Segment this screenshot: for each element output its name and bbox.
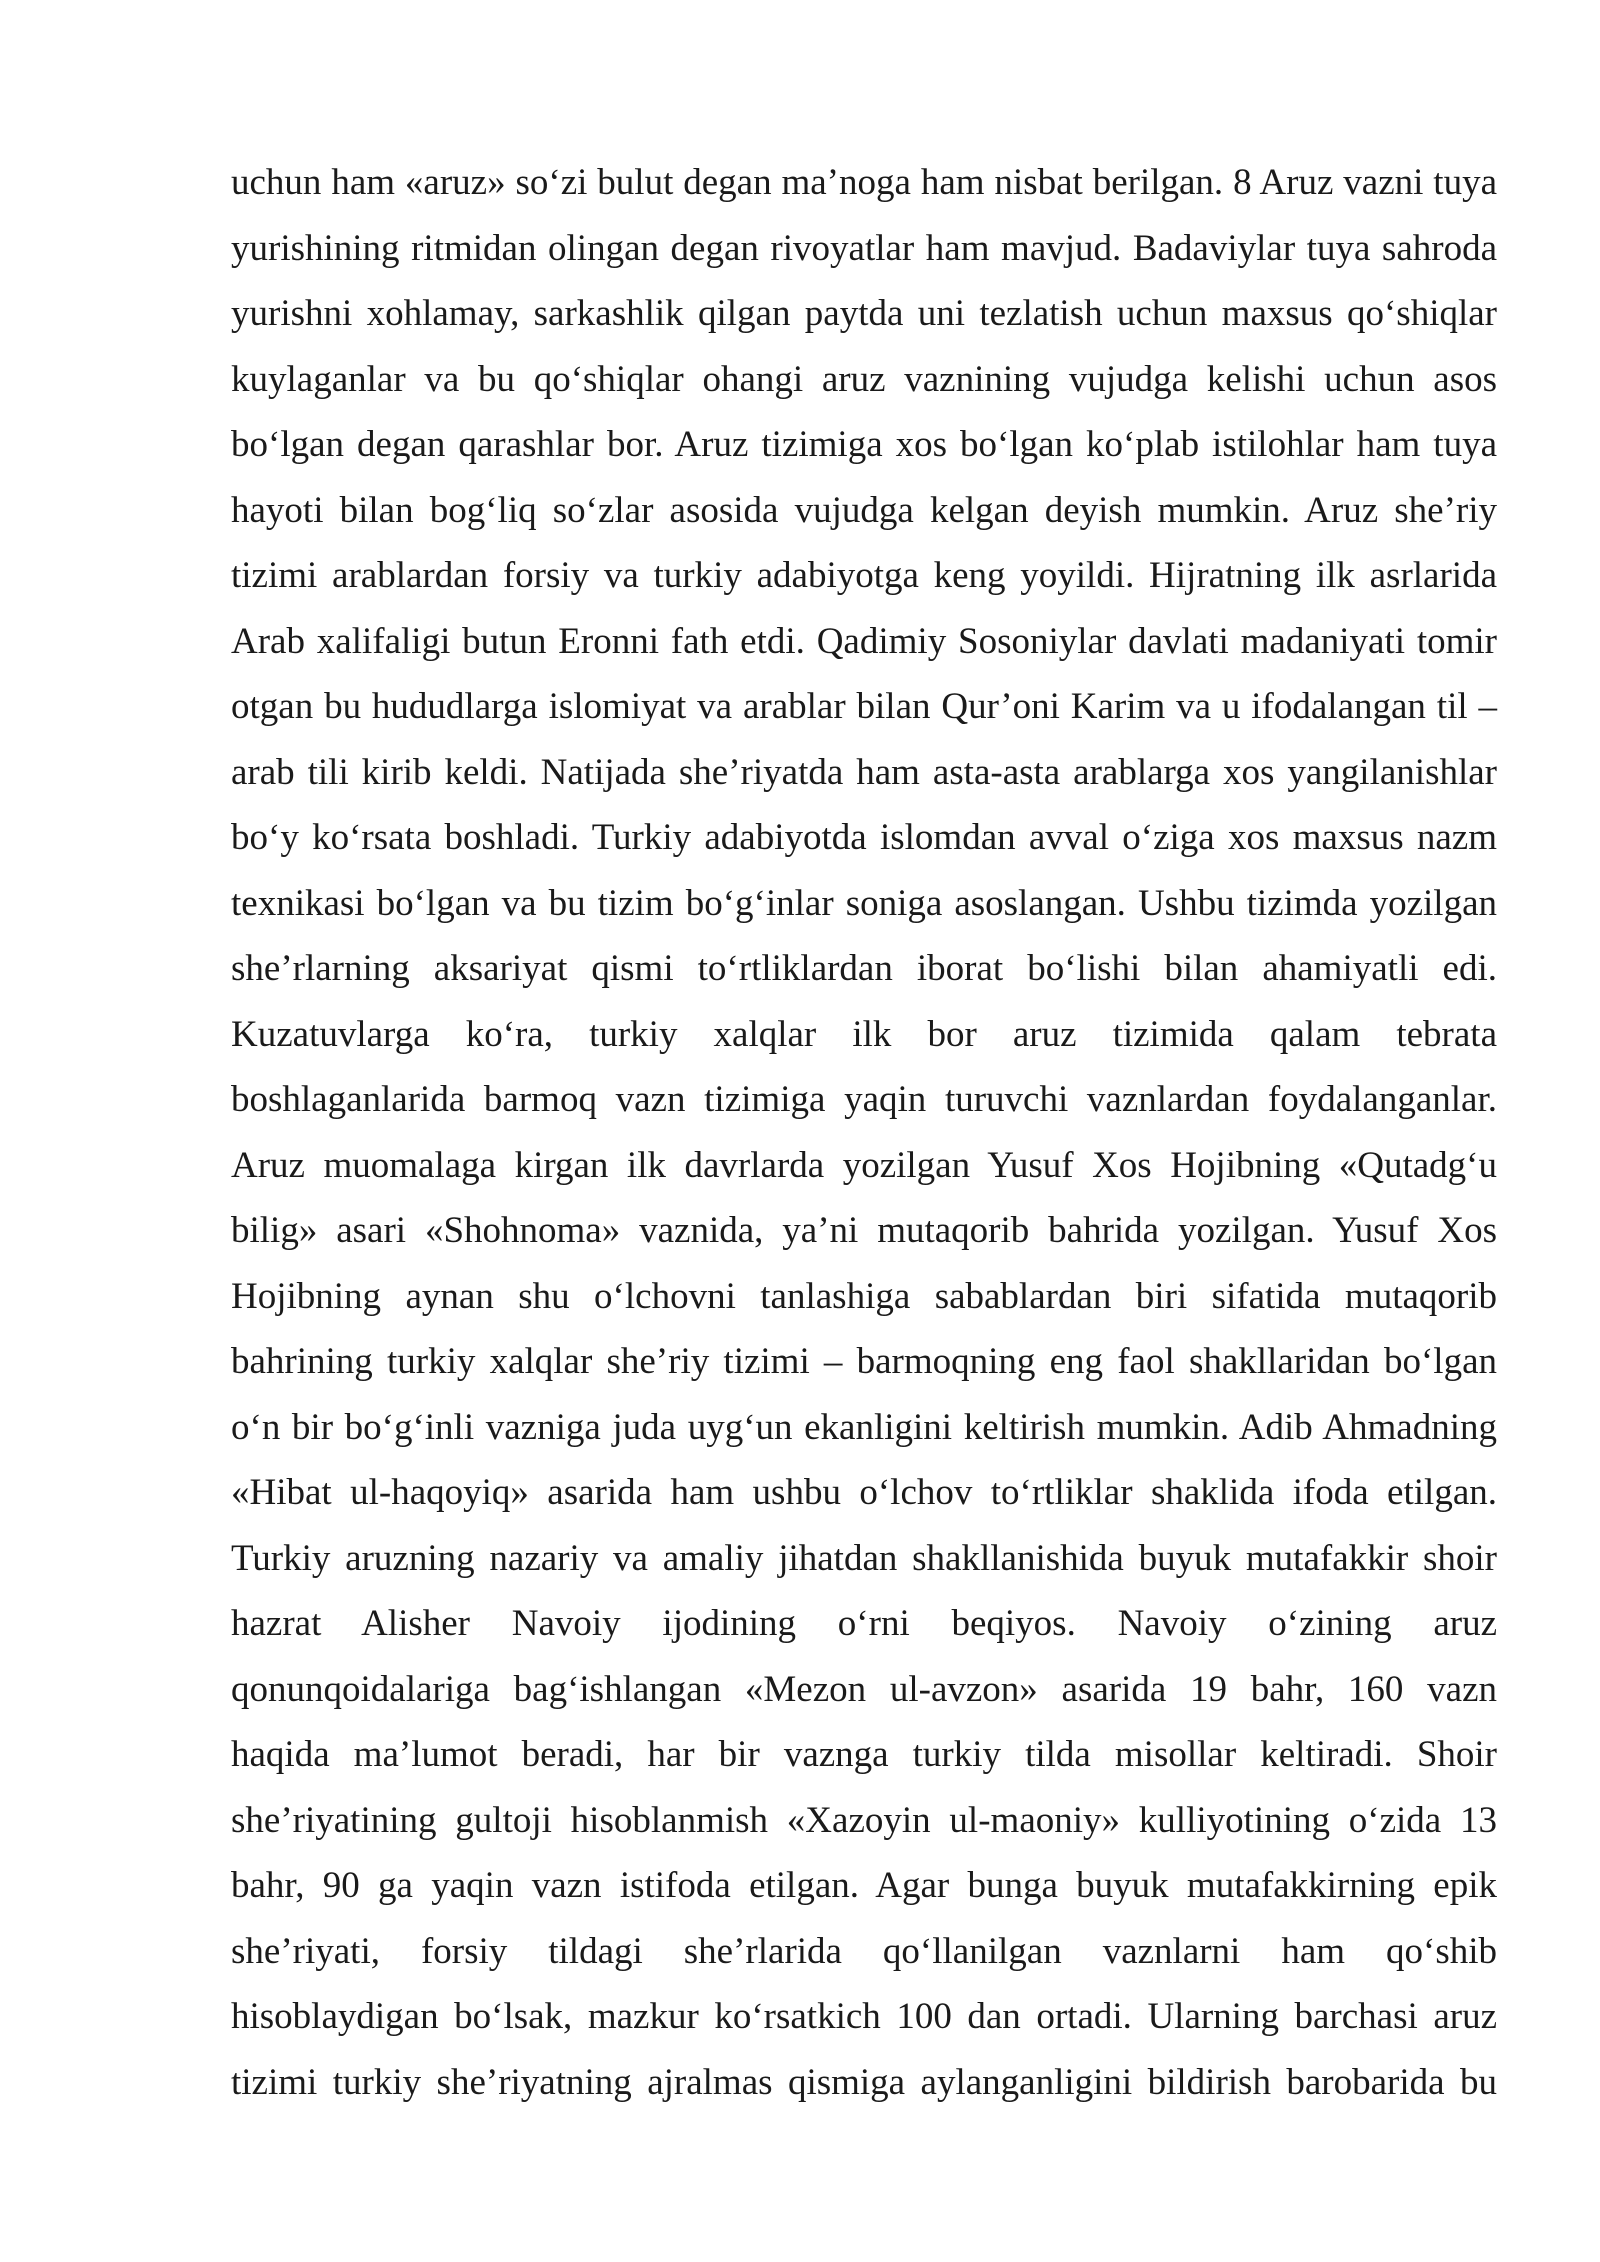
text-line: bilig» asari «Shohnoma» vaznida, ya’ni mutaqorib bahrida yozilgan. Yusuf Xos (231, 1210, 1497, 1251)
text-line: hazrat Alisher Navoiy ijodining o‘rni beqiyos. Navoiy o‘zining aruz (231, 1603, 1497, 1644)
text-line: bo‘lgan degan qarashlar bor. Aruz tizimiga xos bo‘lgan ko‘plab istilohlar ham tuya (231, 424, 1497, 465)
text-line: Aruz muomalaga kirgan ilk davrlarda yozilgan Yusuf Xos Hojibning «Qutadg‘u (231, 1144, 1497, 1186)
text-line: uchun ham «aruz» so‘zi bulut degan ma’noga ham nisbat berilgan. 8 Aruz vazni tuya (231, 162, 1497, 203)
text-line: haqida ma’lumot beradi, har bir vaznga turkiy tilda misollar keltiradi. Shoir (231, 1734, 1497, 1775)
text-line: yurishni xohlamay, sarkashlik qilgan paytda uni tezlatish uchun maxsus qo‘shiqlar (231, 293, 1497, 334)
text-line: bahrining turkiy xalqlar she’riy tizimi – barmoqning eng faol shakllaridan bo‘lgan (231, 1341, 1497, 1382)
text-line: Kuzatuvlarga ko‘ra, turkiy xalqlar ilk bor aruz tizimida qalam tebrata (231, 1013, 1497, 1055)
text-line: otgan bu hududlarga islomiyat va arablar bilan Qur’oni Karim va u ifodalangan til – (231, 686, 1497, 727)
text-line: she’riyatining gultoji hisoblanmish «Xazoyin ul-maoniy» kulliyotining o‘zida 13 (231, 1799, 1497, 1841)
text-line: bahr, 90 ga yaqin vazn istifoda etilgan. Agar bunga buyuk mutafakkirning epik (231, 1865, 1497, 1906)
text-line: texnikasi bo‘lgan va bu tizim bo‘g‘inlar soniga asoslangan. Ushbu tizimda yozilgan (231, 882, 1497, 924)
text-line: boshlaganlarida barmoq vazn tizimiga yaqin turuvchi vaznlardan foydalanganlar. (231, 1079, 1497, 1120)
body-paragraph (231, 150, 1497, 2115)
text-line: Turkiy aruzning nazariy va amaliy jihatdan shakllanishida buyuk mutafakkir shoir (231, 1537, 1497, 1579)
text-line: tizimi turkiy she’riyatning ajralmas qismiga aylanganligini bildirish barobarida bu (231, 2061, 1497, 2103)
text-line: bo‘y ko‘rsata boshladi. Turkiy adabiyotda islomdan avval o‘ziga xos maxsus nazm (231, 817, 1497, 858)
text-line: she’rlarning aksariyat qismi to‘rtliklardan iborat bo‘lishi bilan ahamiyatli edi. (231, 948, 1497, 989)
text-line: qonunqoidalariga bag‘ishlangan «Mezon ul-avzon» asarida 19 bahr, 160 vazn (231, 1668, 1497, 1710)
text-line: kuylaganlar va bu qo‘shiqlar ohangi aruz vaznining vujudga kelishi uchun asos (231, 358, 1497, 400)
text-line: arab tili kirib keldi. Natijada she’riyatda ham asta-asta arablarga xos yangilanishlar (231, 751, 1497, 793)
text-line: «Hibat ul-haqoyiq» asarida ham ushbu o‘lchov to‘rtliklar shaklida ifoda etilgan. (231, 1472, 1497, 1513)
text-line: o‘n bir bo‘g‘inli vazniga juda uyg‘un ekanligini keltirish mumkin. Adib Ahmadning (231, 1406, 1497, 1448)
text-line: hisoblaydigan bo‘lsak, mazkur ko‘rsatkich 100 dan ortadi. Ularning barchasi aruz (231, 1996, 1497, 2037)
text-line: she’riyati, forsiy tildagi she’rlarida qo‘llanilgan vaznlarni ham qo‘shib (231, 1930, 1497, 1972)
text-line: yurishining ritmidan olingan degan rivoyatlar ham mavjud. Badaviylar tuya sahroda (231, 227, 1497, 269)
text-line: Arab xalifaligi butun Eronni fath etdi. Qadimiy Sosoniylar davlati madaniyati tomir (231, 620, 1497, 662)
text-line: tizimi arablardan forsiy va turkiy adabiyotga keng yoyildi. Hijratning ilk asrlarida (231, 555, 1497, 596)
text-line: Hojibning aynan shu o‘lchovni tanlashiga sabablardan biri sifatida mutaqorib (231, 1275, 1497, 1317)
text-line: hayoti bilan bog‘liq so‘zlar asosida vujudga kelgan deyish mumkin. Aruz she’riy (231, 489, 1497, 531)
